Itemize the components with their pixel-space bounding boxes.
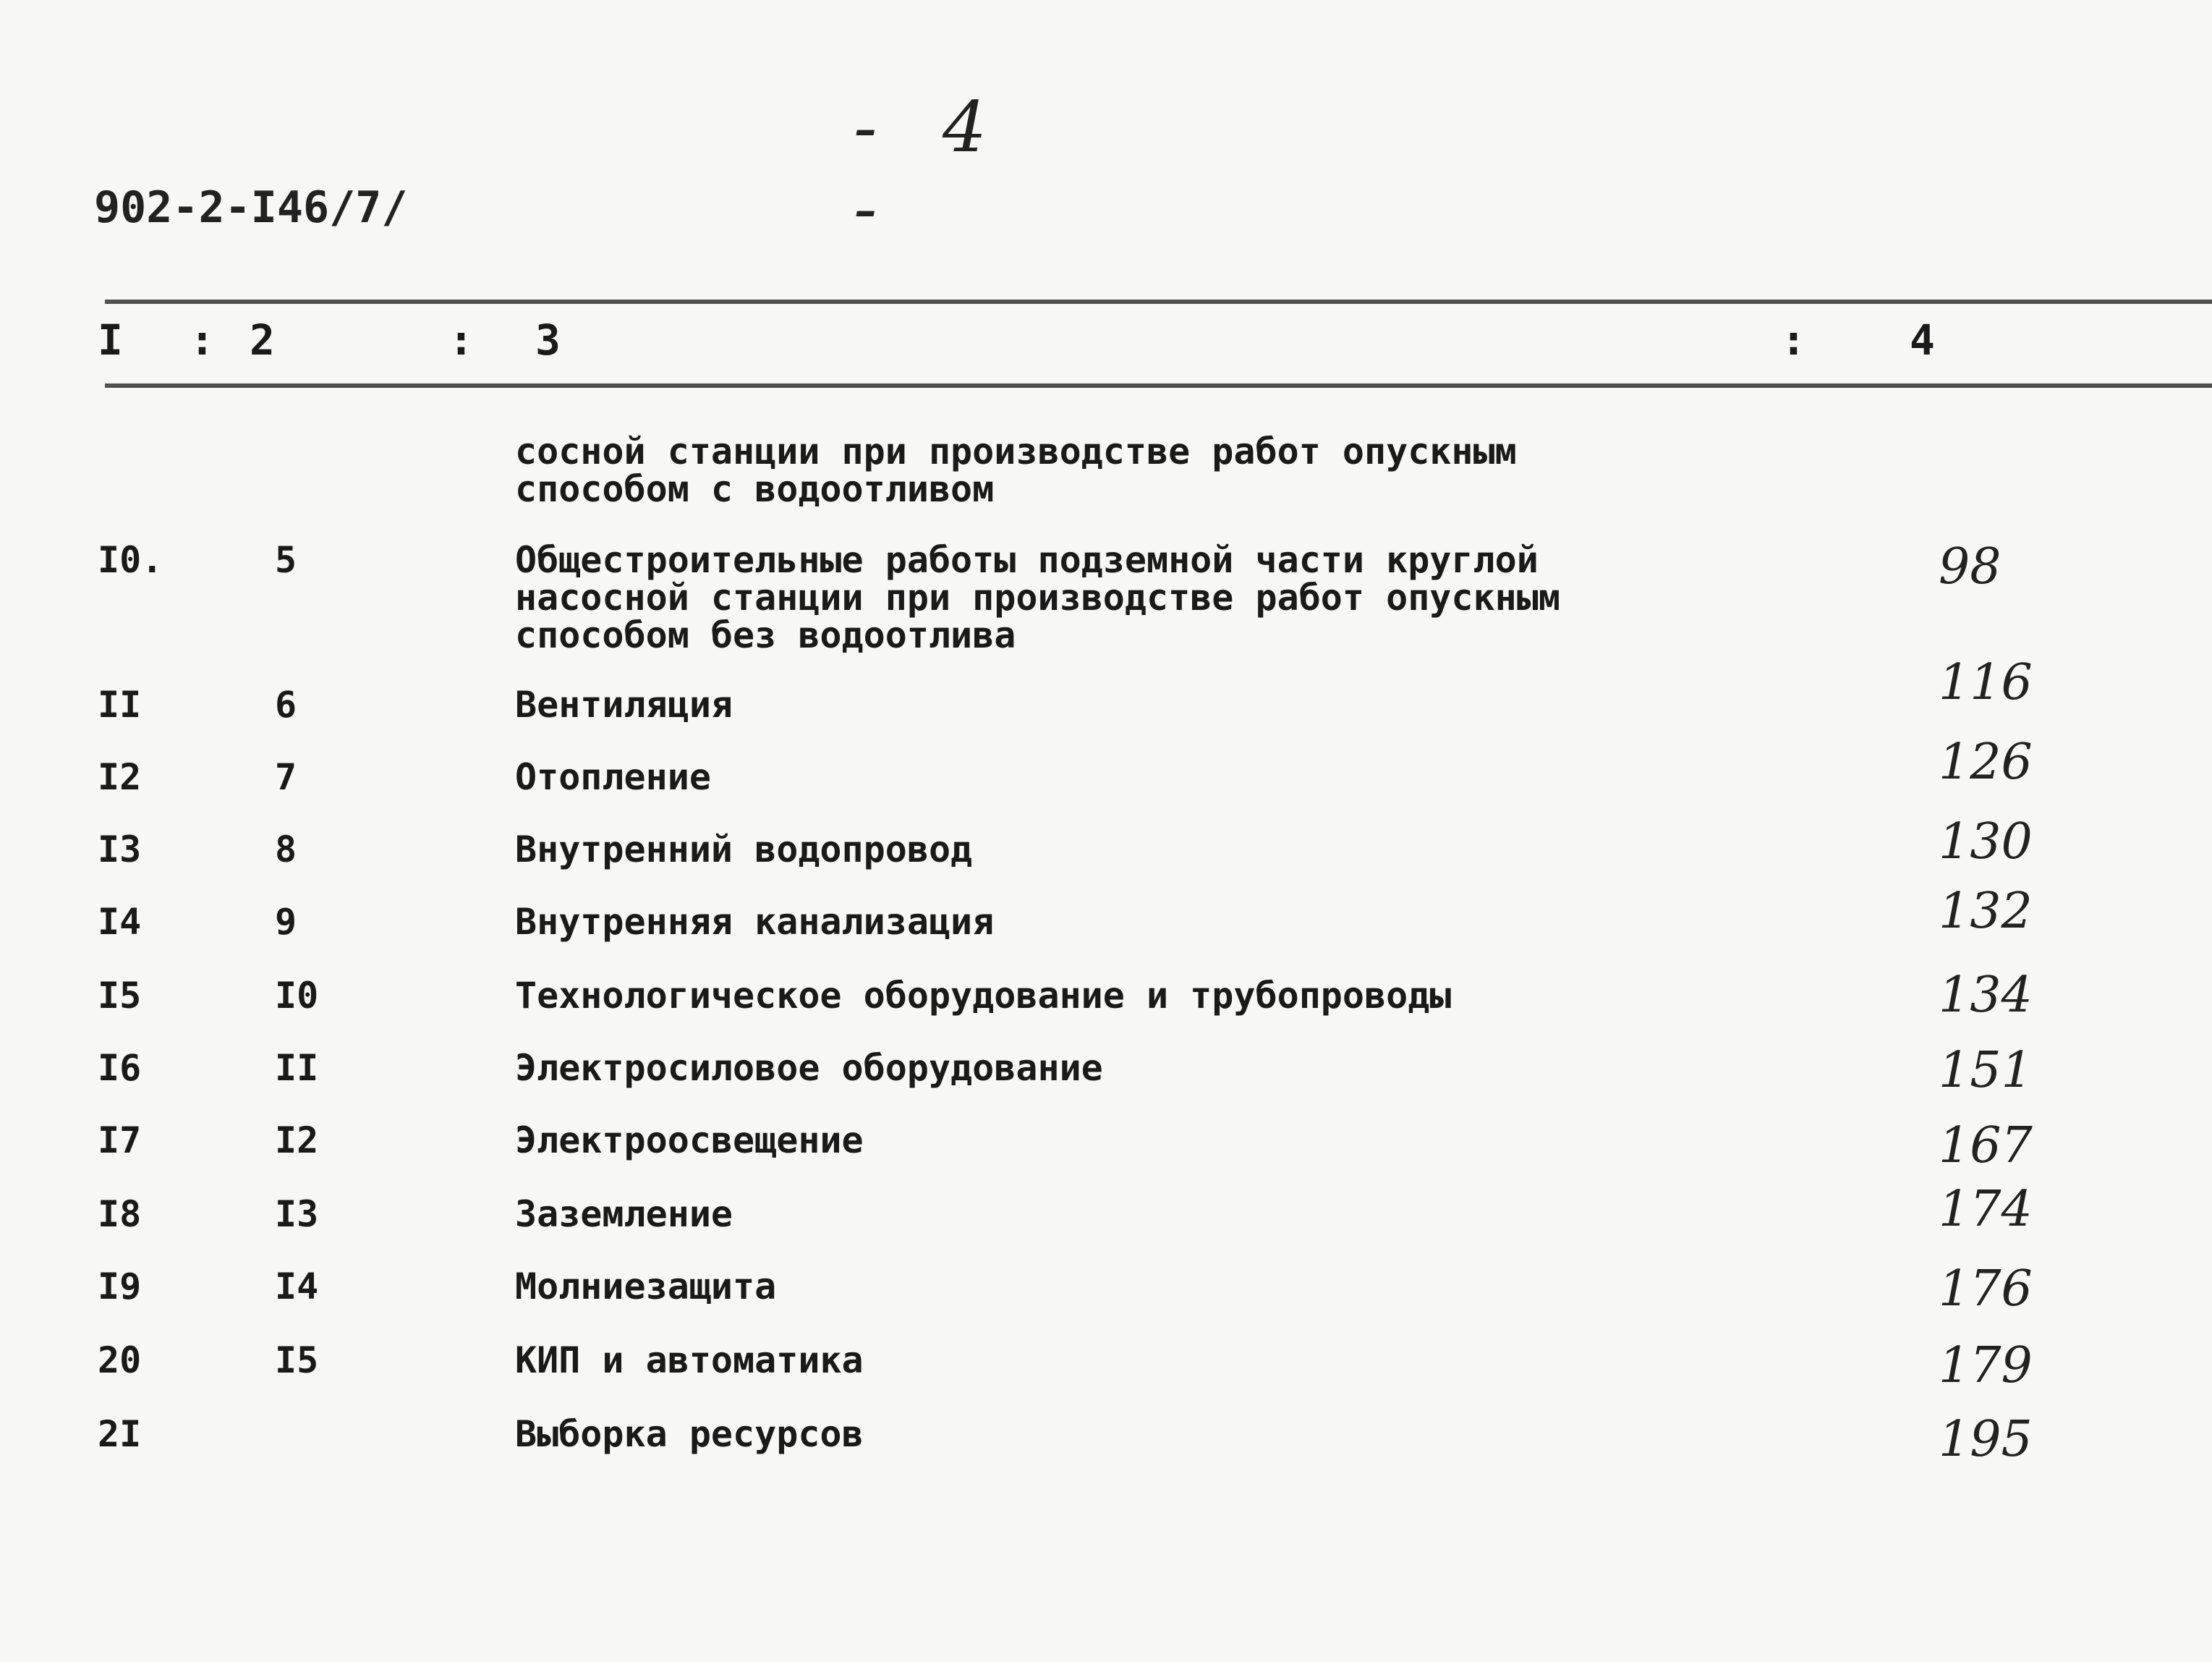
row-number: I0. (98, 539, 163, 581)
row-section: 6 (275, 684, 297, 726)
row-section: I0 (275, 975, 319, 1017)
row-number: I6 (98, 1047, 142, 1089)
row-section: 9 (275, 901, 297, 943)
row-number: I8 (98, 1193, 142, 1235)
row-number: I3 (98, 828, 142, 870)
row-page: 167 (1939, 1117, 2033, 1174)
row-section: 5 (275, 539, 297, 581)
row-title: Внутренний водопровод (515, 828, 973, 870)
page-number: - 4 - (854, 87, 1009, 249)
row-title: Отопление (515, 756, 711, 798)
header-col-4: 4 (1910, 315, 1935, 365)
header-col-3: 3 (535, 315, 561, 365)
row-title: КИП и автоматика (515, 1339, 864, 1381)
row-number: 2I (98, 1413, 142, 1455)
header-col-1: I (98, 315, 123, 365)
row-section: 7 (275, 756, 297, 798)
row-page: 174 (1939, 1181, 2033, 1238)
row-section: I3 (275, 1193, 319, 1235)
row-number: I4 (98, 901, 142, 943)
row-number: I2 (98, 756, 142, 798)
row-number: I9 (98, 1265, 142, 1307)
row-page: 151 (1939, 1042, 2033, 1099)
row-title: Общестроительные работы подземной части круглой насосной станции при производстве работ опускным способом без водоотлива (515, 539, 1560, 656)
row-section: I4 (275, 1265, 319, 1307)
row-section: I2 (275, 1119, 319, 1161)
header-separator: : (1781, 315, 1806, 365)
row-number: I7 (98, 1119, 142, 1161)
header-separator: : (190, 315, 215, 365)
row-title: Технологическое оборудование и трубопроводы (515, 975, 1452, 1017)
row-page: 179 (1939, 1337, 2033, 1394)
document-code: 902-2-I46/7/ (94, 182, 408, 233)
row-page: 134 (1939, 967, 2033, 1024)
row-page: 132 (1939, 883, 2033, 940)
row-page: 176 (1939, 1260, 2033, 1318)
row-title: Вентиляция (515, 684, 733, 726)
row-title: сосной станции при производстве работ опускным способом с водоотливом (515, 431, 1517, 510)
row-page: 116 (1939, 654, 2033, 711)
row-title: Заземление (515, 1193, 733, 1235)
header-col-2: 2 (250, 315, 275, 365)
row-title: Молниезащита (515, 1265, 777, 1307)
row-number: 20 (98, 1339, 142, 1381)
row-title: Электроосвещение (515, 1119, 864, 1161)
header-separator: : (448, 315, 474, 365)
row-page: 98 (1939, 538, 2002, 595)
row-page: 130 (1939, 813, 2033, 870)
row-title: Внутренняя канализация (515, 901, 995, 943)
row-title: Выборка ресурсов (515, 1413, 864, 1455)
row-number: I5 (98, 975, 142, 1017)
row-number: II (98, 684, 142, 726)
table-header-rule (105, 383, 2212, 388)
row-section: 8 (275, 828, 297, 870)
row-title: Электросиловое оборудование (515, 1047, 1103, 1089)
row-section: I5 (275, 1339, 319, 1381)
row-page: 195 (1939, 1411, 2033, 1468)
row-section: II (275, 1047, 319, 1089)
row-page: 126 (1939, 734, 2033, 791)
table-top-rule (105, 300, 2212, 304)
